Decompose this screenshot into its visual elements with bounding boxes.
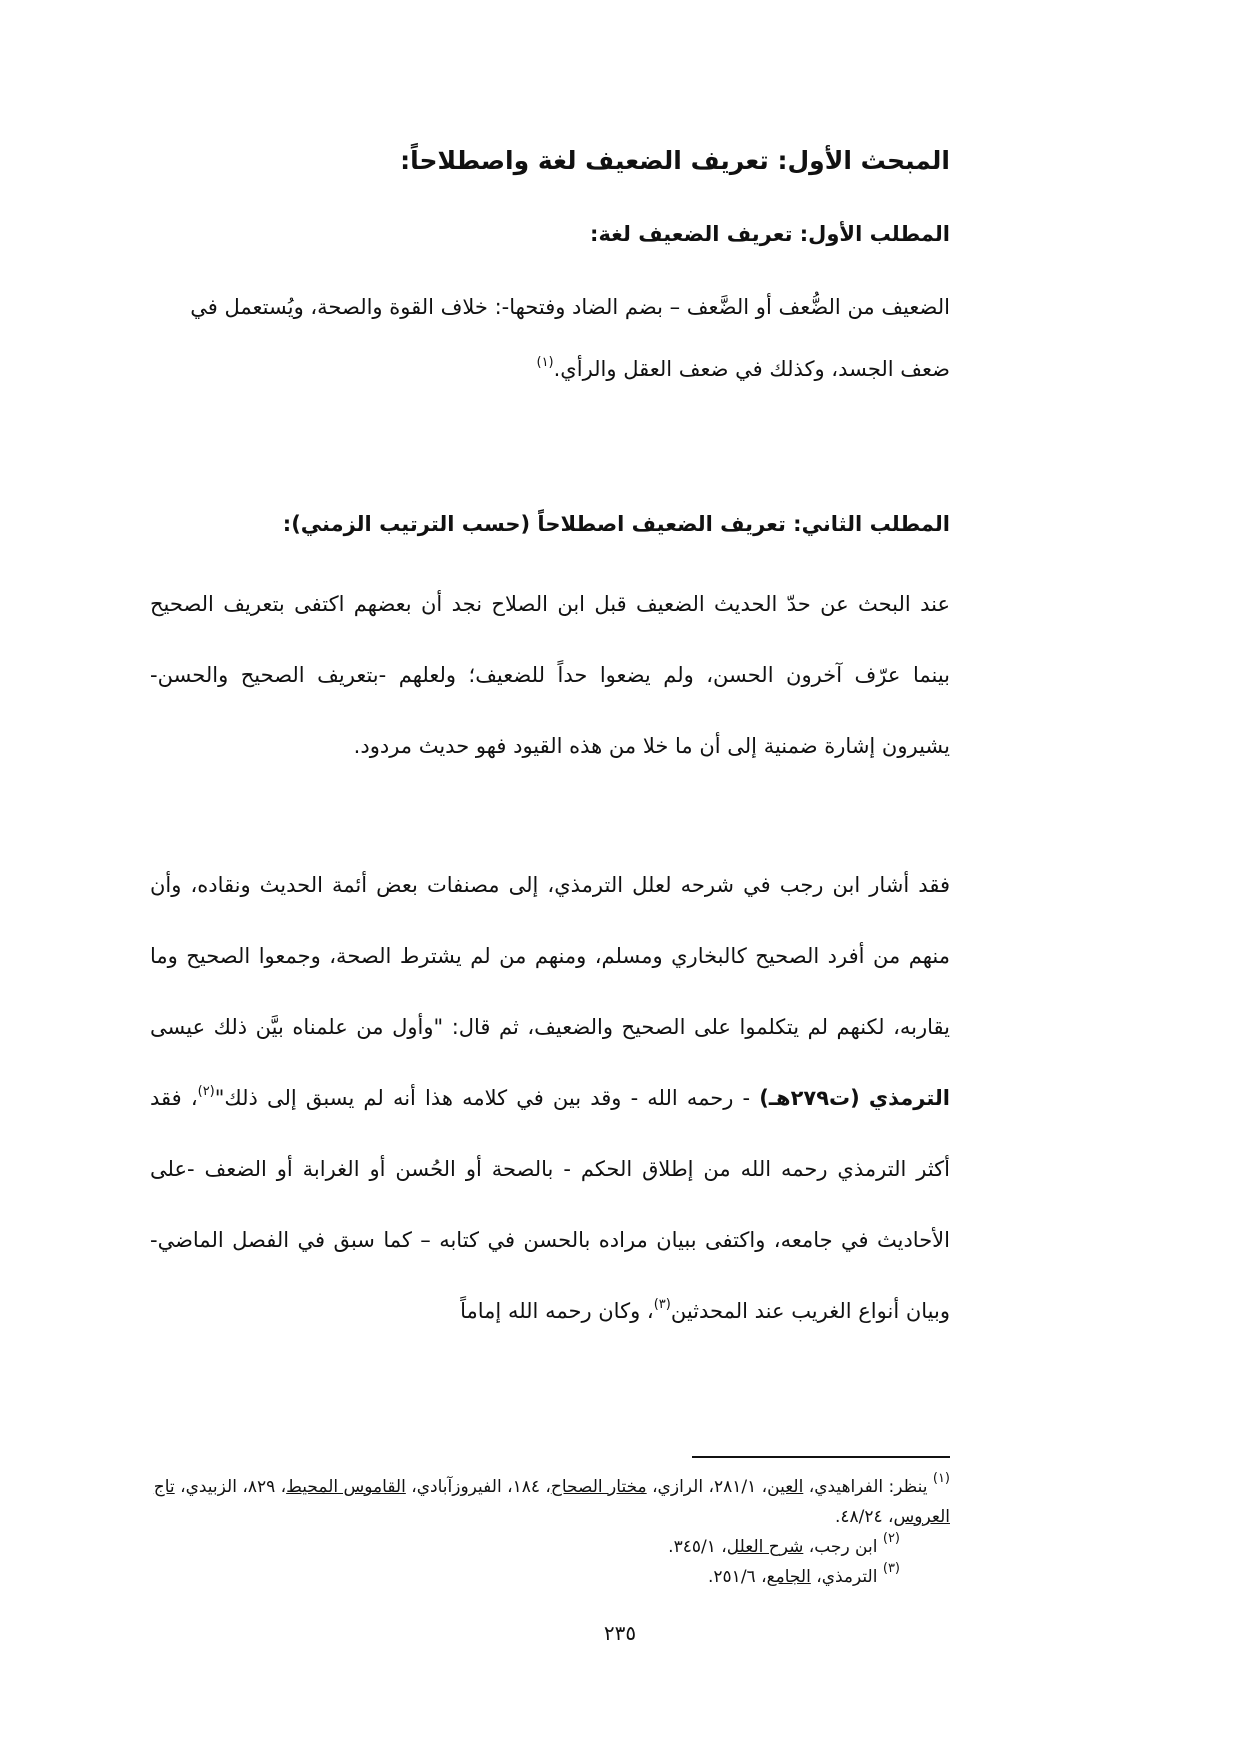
footnote-1-number: (١) <box>932 1471 950 1486</box>
footnote-3-text: الترمذي، <box>816 1567 878 1587</box>
para2-bold-tirmidhi: الترمذي <box>868 1086 950 1110</box>
footnote-3 <box>150 1562 950 1592</box>
footnote-1-text: ، ٤٨/٢٤. <box>834 1507 894 1527</box>
para2-part-a: فقد أشار ابن رجب في شرحه لعلل الترمذي، إلى مصنفات بعض أئمة الحديث ونقاده، وأن منهم من أفرد الصحيح كالبخاري ومسلم، ومنهم من لم يشترط الصحة، وجمعوا الصحيح وما يقاربه، لكنهم لم يتكلموا على الصحيح والضعيف، ثم قال: "وأول من علمناه بيَّن ذلك عيسى <box>150 873 950 1039</box>
section-2-paragraph-1: عند البحث عن حدّ الحديث الضعيف قبل ابن الصلاح نجد أن بعضهم اكتفى بتعريف الصحيح بينما عرّف آخرون الحسن، ولم يضعوا حداً للضعيف؛ ولعلهم -بتعريف الصحيح والحسن- يشيرون إشارة ضمنية إلى أن ما خلا من هذه القيود فهو حديث مردود. <box>150 592 950 758</box>
para2-part-d: ، وكان رحمه الله إماماً <box>460 1299 654 1323</box>
para2-part-b: - رحمه الله - وقد بين في كلامه هذا أنه لم يسبق إلى ذلك" <box>214 1086 751 1110</box>
footnote-2-title: شرح العلل <box>726 1537 804 1557</box>
footnote-3-number: (٣) <box>882 1561 900 1576</box>
footnote-2 <box>150 1532 950 1562</box>
footnote-separator <box>692 1456 950 1458</box>
section-2-paragraph-2 <box>150 850 950 1347</box>
footnote-1-text: ينظر: الفراهيدي، <box>808 1477 928 1497</box>
para2-bold-date: (ت٢٧٩هـ) <box>759 1086 860 1110</box>
footnote-1-text: ، ١٨٤، الفيروزآبادي، <box>411 1477 551 1497</box>
footnote-1-title-mukhtar: مختار الصحاح <box>550 1477 647 1497</box>
section-2-title: المطلب الثاني: تعريف الضعيف اصطلاحاً (حسب الترتيب الزمني): <box>282 512 950 536</box>
footnote-1-text: ، ٨٢٩، الزبيدي، <box>180 1477 287 1497</box>
footnote-ref-1[interactable]: (١) <box>536 355 554 370</box>
footnote-1-title-qamus: القاموس المحيط <box>286 1477 406 1497</box>
footnote-ref-2[interactable]: (٢) <box>197 1084 215 1099</box>
chapter-heading: المبحث الأول: تعريف الضعيف لغة واصطلاحاً: <box>400 146 950 175</box>
para2-part-c: ، فقد أكثر الترمذي رحمه الله من إطلاق الحكم - بالصحة أو الحُسن أو الغرابة أو الضعف -على الأحاديث في جامعه، واكتفى ببيان مراده بالحسن في كتابه – كما سبق في الفصل الماضي- وبيان أنواع الغريب عند المحدثين <box>150 1086 950 1323</box>
footnote-1-title-al-ayn: العين <box>767 1477 804 1497</box>
section-1-title: المطلب الأول: تعريف الضعيف لغة: <box>590 222 950 246</box>
page-number: ٢٣٥ <box>603 1621 637 1645</box>
footnote-2-text: ابن رجب، <box>808 1537 878 1557</box>
footnote-3-title: الجامع <box>766 1567 811 1587</box>
footnote-2-text: ، ٣٤٥/١. <box>668 1537 727 1557</box>
footnotes <box>150 1472 950 1592</box>
section-1-paragraph <box>150 276 950 400</box>
section-1-text: الضعيف من الضُّعف أو الضَّعف – بضم الضاد وفتحها-: خلاف القوة والصحة، ويُستعمل في ضعف الجسد، وكذلك في ضعف العقل والرأي. <box>190 295 950 381</box>
footnote-1-text: ، ٢٨١/١، الرازي، <box>652 1477 768 1497</box>
footnote-ref-3[interactable]: (٣) <box>653 1297 671 1312</box>
footnote-2-number: (٢) <box>882 1531 900 1546</box>
footnote-1 <box>150 1472 950 1532</box>
footnote-1-title-taj: تاج العروس <box>153 1477 950 1527</box>
footnote-3-text: ، ٢٥١/٦. <box>708 1567 767 1587</box>
